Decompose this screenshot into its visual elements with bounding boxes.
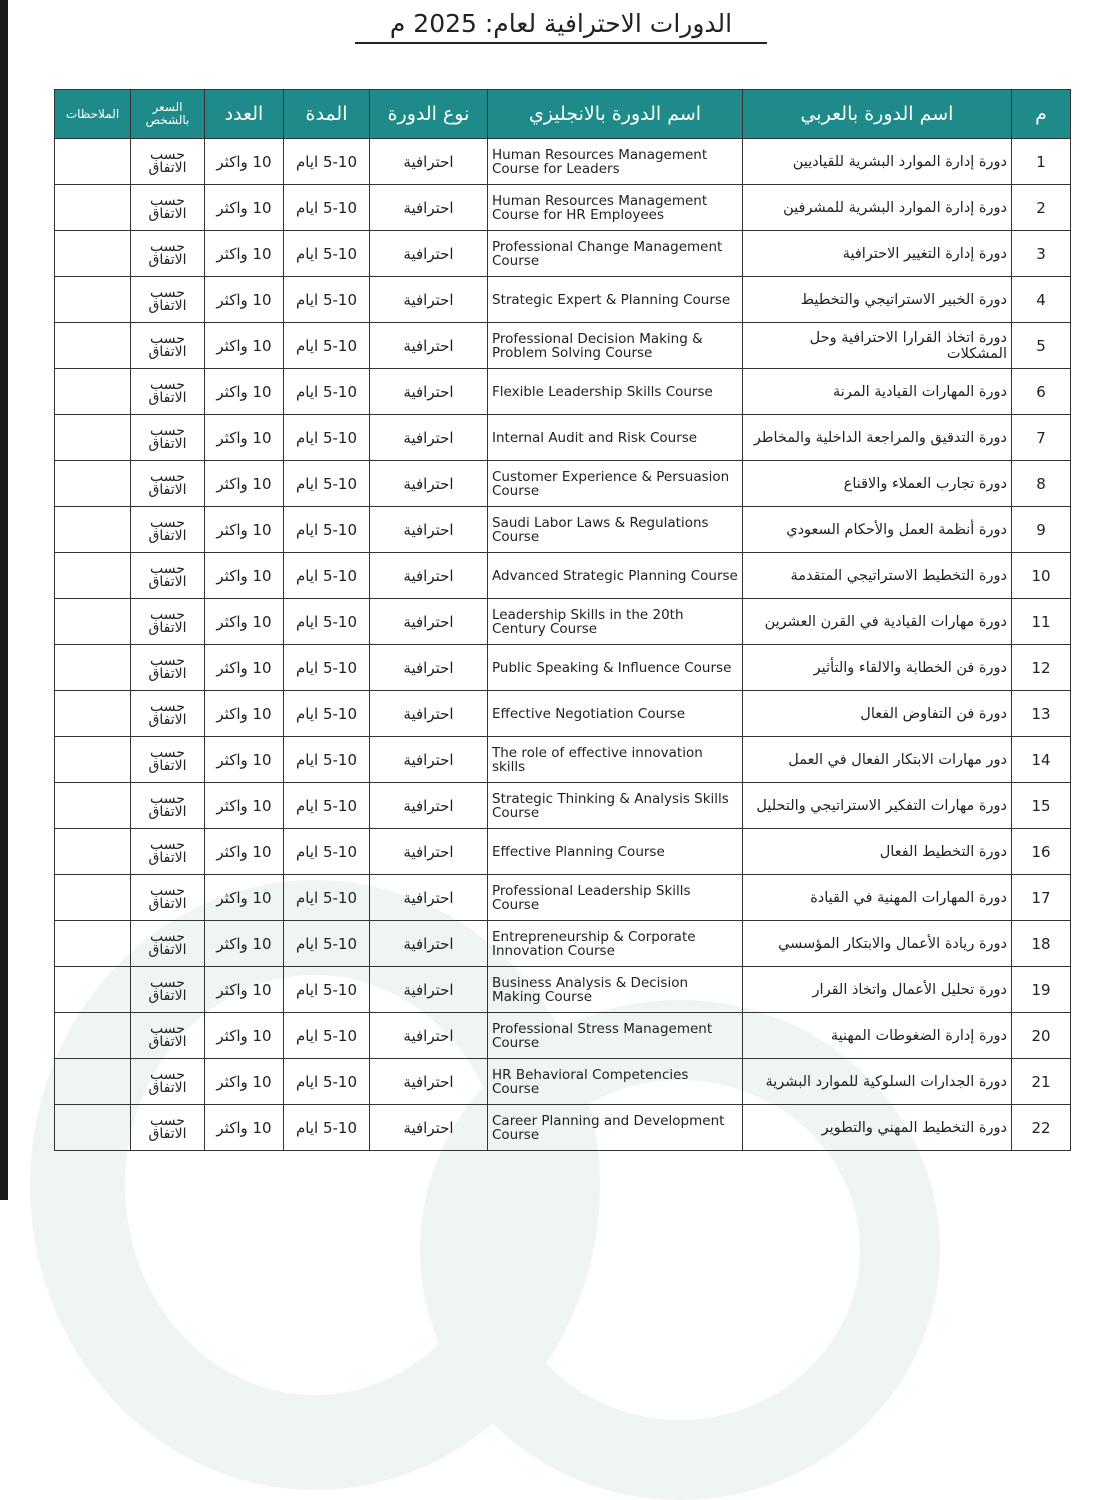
course-arabic-name: دورة التخطيط المهني والتطوير [743,1105,1012,1151]
course-type: احترافية [370,967,488,1013]
course-english-name: Professional Change Management Course [488,231,743,277]
row-index: 16 [1012,829,1071,875]
header-duration: المدة [284,90,370,139]
header-arabic-name: اسم الدورة بالعربي [743,90,1012,139]
course-type: احترافية [370,1105,488,1151]
course-english-name: Professional Decision Making & Problem Solving Course [488,323,743,369]
notes-cell [55,461,131,507]
table-row [55,1105,1071,1151]
price-per-person: حسب الاتفاق [131,507,205,553]
course-type: احترافية [370,231,488,277]
participant-count: 10 واكثر [205,461,284,507]
course-english-name: Public Speaking & Influence Course [488,645,743,691]
notes-cell [55,645,131,691]
course-type: احترافية [370,277,488,323]
participant-count: 10 واكثر [205,783,284,829]
price-per-person: حسب الاتفاق [131,967,205,1013]
course-english-name: Advanced Strategic Planning Course [488,553,743,599]
participant-count: 10 واكثر [205,185,284,231]
row-index: 3 [1012,231,1071,277]
notes-cell [55,875,131,921]
course-type: احترافية [370,875,488,921]
course-arabic-name: دورة الخبير الاستراتيجي والتخطيط [743,277,1012,323]
course-english-name: Internal Audit and Risk Course [488,415,743,461]
row-index: 4 [1012,277,1071,323]
price-per-person: حسب الاتفاق [131,1013,205,1059]
notes-cell [55,553,131,599]
participant-count: 10 واكثر [205,599,284,645]
course-arabic-name: دورة إدارة التغيير الاحترافية [743,231,1012,277]
participant-count: 10 واكثر [205,875,284,921]
row-index: 10 [1012,553,1071,599]
course-duration: 5-10 ايام [284,461,370,507]
course-type: احترافية [370,507,488,553]
participant-count: 10 واكثر [205,829,284,875]
price-per-person: حسب الاتفاق [131,691,205,737]
course-english-name: Customer Experience & Persuasion Course [488,461,743,507]
course-duration: 5-10 ايام [284,599,370,645]
row-index: 1 [1012,139,1071,185]
notes-cell [55,967,131,1013]
price-per-person: حسب الاتفاق [131,1059,205,1105]
notes-cell [55,691,131,737]
notes-cell [55,737,131,783]
course-english-name: Human Resources Management Course for HR Employees [488,185,743,231]
participant-count: 10 واكثر [205,369,284,415]
participant-count: 10 واكثر [205,1013,284,1059]
table-row [55,369,1071,415]
price-per-person: حسب الاتفاق [131,1105,205,1151]
participant-count: 10 واكثر [205,277,284,323]
table-row [55,507,1071,553]
row-index: 22 [1012,1105,1071,1151]
course-type: احترافية [370,461,488,507]
table-row [55,1059,1071,1105]
table-row [55,737,1071,783]
course-arabic-name: دورة التخطيط الفعال [743,829,1012,875]
course-duration: 5-10 ايام [284,277,370,323]
row-index: 13 [1012,691,1071,737]
row-index: 2 [1012,185,1071,231]
price-per-person: حسب الاتفاق [131,783,205,829]
course-type: احترافية [370,921,488,967]
course-arabic-name: دورة الجدارات السلوكية للموارد البشرية [743,1059,1012,1105]
course-type: احترافية [370,645,488,691]
price-per-person: حسب الاتفاق [131,921,205,967]
participant-count: 10 واكثر [205,139,284,185]
course-english-name: The role of effective innovation skills [488,737,743,783]
course-arabic-name: دورة المهارات القيادية المرنة [743,369,1012,415]
row-index: 17 [1012,875,1071,921]
course-type: احترافية [370,829,488,875]
course-duration: 5-10 ايام [284,967,370,1013]
course-duration: 5-10 ايام [284,415,370,461]
course-english-name: Flexible Leadership Skills Course [488,369,743,415]
table-row [55,323,1071,369]
table-row [55,599,1071,645]
price-per-person: حسب الاتفاق [131,829,205,875]
course-duration: 5-10 ايام [284,645,370,691]
course-arabic-name: دورة إدارة الموارد البشرية للقياديين [743,139,1012,185]
price-per-person: حسب الاتفاق [131,875,205,921]
course-arabic-name: دور مهارات الابتكار الفعال في العمل [743,737,1012,783]
row-index: 14 [1012,737,1071,783]
course-arabic-name: دورة التدقيق والمراجعة الداخلية والمخاطر [743,415,1012,461]
row-index: 18 [1012,921,1071,967]
course-type: احترافية [370,1013,488,1059]
notes-cell [55,323,131,369]
course-duration: 5-10 ايام [284,875,370,921]
course-duration: 5-10 ايام [284,691,370,737]
table-row [55,783,1071,829]
course-english-name: Effective Negotiation Course [488,691,743,737]
course-duration: 5-10 ايام [284,231,370,277]
row-index: 8 [1012,461,1071,507]
table-row [55,967,1071,1013]
course-english-name: HR Behavioral Competencies Course [488,1059,743,1105]
course-type: احترافية [370,737,488,783]
course-type: احترافية [370,323,488,369]
participant-count: 10 واكثر [205,737,284,783]
table-row [55,829,1071,875]
price-per-person: حسب الاتفاق [131,277,205,323]
course-type: احترافية [370,139,488,185]
price-per-person: حسب الاتفاق [131,553,205,599]
page-title: الدورات الاحترافية لعام: 2025 م [355,8,767,44]
course-arabic-name: دورة فن الخطابة والالقاء والتأثير [743,645,1012,691]
notes-cell [55,139,131,185]
course-arabic-name: دورة إدارة الضغوطات المهنية [743,1013,1012,1059]
course-duration: 5-10 ايام [284,553,370,599]
course-type: احترافية [370,691,488,737]
row-index: 12 [1012,645,1071,691]
price-per-person: حسب الاتفاق [131,599,205,645]
course-english-name: Leadership Skills in the 20th Century Course [488,599,743,645]
participant-count: 10 واكثر [205,691,284,737]
table-row [55,415,1071,461]
participant-count: 10 واكثر [205,507,284,553]
notes-cell [55,829,131,875]
table-row [55,277,1071,323]
row-index: 20 [1012,1013,1071,1059]
course-arabic-name: دورة المهارات المهنية في القيادة [743,875,1012,921]
notes-cell [55,369,131,415]
course-english-name: Professional Leadership Skills Course [488,875,743,921]
course-type: احترافية [370,185,488,231]
left-edge-bar [0,0,8,1200]
course-duration: 5-10 ايام [284,737,370,783]
header-price: السعر بالشخص [131,90,205,139]
row-index: 9 [1012,507,1071,553]
course-type: احترافية [370,415,488,461]
participant-count: 10 واكثر [205,645,284,691]
table-row [55,691,1071,737]
price-per-person: حسب الاتفاق [131,139,205,185]
course-arabic-name: دورة تجارب العملاء والاقناع [743,461,1012,507]
course-arabic-name: دورة إدارة الموارد البشرية للمشرفين [743,185,1012,231]
price-per-person: حسب الاتفاق [131,323,205,369]
notes-cell [55,599,131,645]
table-row [55,921,1071,967]
notes-cell [55,1105,131,1151]
course-arabic-name: دورة مهارات القيادية في القرن العشرين [743,599,1012,645]
notes-cell [55,1059,131,1105]
row-index: 19 [1012,967,1071,1013]
row-index: 7 [1012,415,1071,461]
table-row [55,1013,1071,1059]
course-duration: 5-10 ايام [284,507,370,553]
notes-cell [55,231,131,277]
course-arabic-name: دورة أنظمة العمل والأحكام السعودي [743,507,1012,553]
course-type: احترافية [370,369,488,415]
course-type: احترافية [370,783,488,829]
course-english-name: Human Resources Management Course for Leaders [488,139,743,185]
table-row [55,231,1071,277]
table-row [55,461,1071,507]
course-duration: 5-10 ايام [284,783,370,829]
notes-cell [55,783,131,829]
table-row [55,645,1071,691]
header-course-type: نوع الدورة [370,90,488,139]
price-per-person: حسب الاتفاق [131,461,205,507]
notes-cell [55,507,131,553]
course-type: احترافية [370,553,488,599]
participant-count: 10 واكثر [205,323,284,369]
course-english-name: Career Planning and Development Course [488,1105,743,1151]
course-type: احترافية [370,599,488,645]
participant-count: 10 واكثر [205,967,284,1013]
table-header-row [55,90,1071,139]
notes-cell [55,277,131,323]
row-index: 5 [1012,323,1071,369]
price-per-person: حسب الاتفاق [131,369,205,415]
courses-table [54,89,1071,1151]
table-row [55,553,1071,599]
price-per-person: حسب الاتفاق [131,645,205,691]
course-english-name: Effective Planning Course [488,829,743,875]
price-per-person: حسب الاتفاق [131,185,205,231]
course-arabic-name: دورة ريادة الأعمال والابتكار المؤسسي [743,921,1012,967]
table-row [55,139,1071,185]
course-arabic-name: دورة اتخاذ القرارا الاحترافية وحل المشكلات [743,323,1012,369]
course-arabic-name: دورة فن التفاوض الفعال [743,691,1012,737]
price-per-person: حسب الاتفاق [131,415,205,461]
table-row [55,875,1071,921]
course-arabic-name: دورة مهارات التفكير الاستراتيجي والتحليل [743,783,1012,829]
course-duration: 5-10 ايام [284,139,370,185]
course-english-name: Saudi Labor Laws & Regulations Course [488,507,743,553]
row-index: 6 [1012,369,1071,415]
table-row [55,185,1071,231]
course-arabic-name: دورة تحليل الأعمال واتخاذ القرار [743,967,1012,1013]
header-english-name: اسم الدورة بالانجليزي [488,90,743,139]
course-duration: 5-10 ايام [284,829,370,875]
notes-cell [55,921,131,967]
header-index: م [1012,90,1071,139]
row-index: 15 [1012,783,1071,829]
course-duration: 5-10 ايام [284,1059,370,1105]
participant-count: 10 واكثر [205,231,284,277]
course-duration: 5-10 ايام [284,1013,370,1059]
course-type: احترافية [370,1059,488,1105]
participant-count: 10 واكثر [205,1059,284,1105]
course-arabic-name: دورة التخطيط الاستراتيجي المتقدمة [743,553,1012,599]
participant-count: 10 واكثر [205,553,284,599]
row-index: 11 [1012,599,1071,645]
course-english-name: Entrepreneurship & Corporate Innovation Course [488,921,743,967]
header-count: العدد [205,90,284,139]
row-index: 21 [1012,1059,1071,1105]
course-duration: 5-10 ايام [284,1105,370,1151]
notes-cell [55,415,131,461]
course-duration: 5-10 ايام [284,323,370,369]
course-english-name: Professional Stress Management Course [488,1013,743,1059]
price-per-person: حسب الاتفاق [131,231,205,277]
header-notes: الملاحظات [55,90,131,139]
participant-count: 10 واكثر [205,415,284,461]
participant-count: 10 واكثر [205,921,284,967]
participant-count: 10 واكثر [205,1105,284,1151]
notes-cell [55,1013,131,1059]
course-english-name: Strategic Thinking & Analysis Skills Course [488,783,743,829]
course-english-name: Strategic Expert & Planning Course [488,277,743,323]
notes-cell [55,185,131,231]
price-per-person: حسب الاتفاق [131,737,205,783]
course-duration: 5-10 ايام [284,185,370,231]
course-duration: 5-10 ايام [284,369,370,415]
course-duration: 5-10 ايام [284,921,370,967]
course-english-name: Business Analysis & Decision Making Course [488,967,743,1013]
